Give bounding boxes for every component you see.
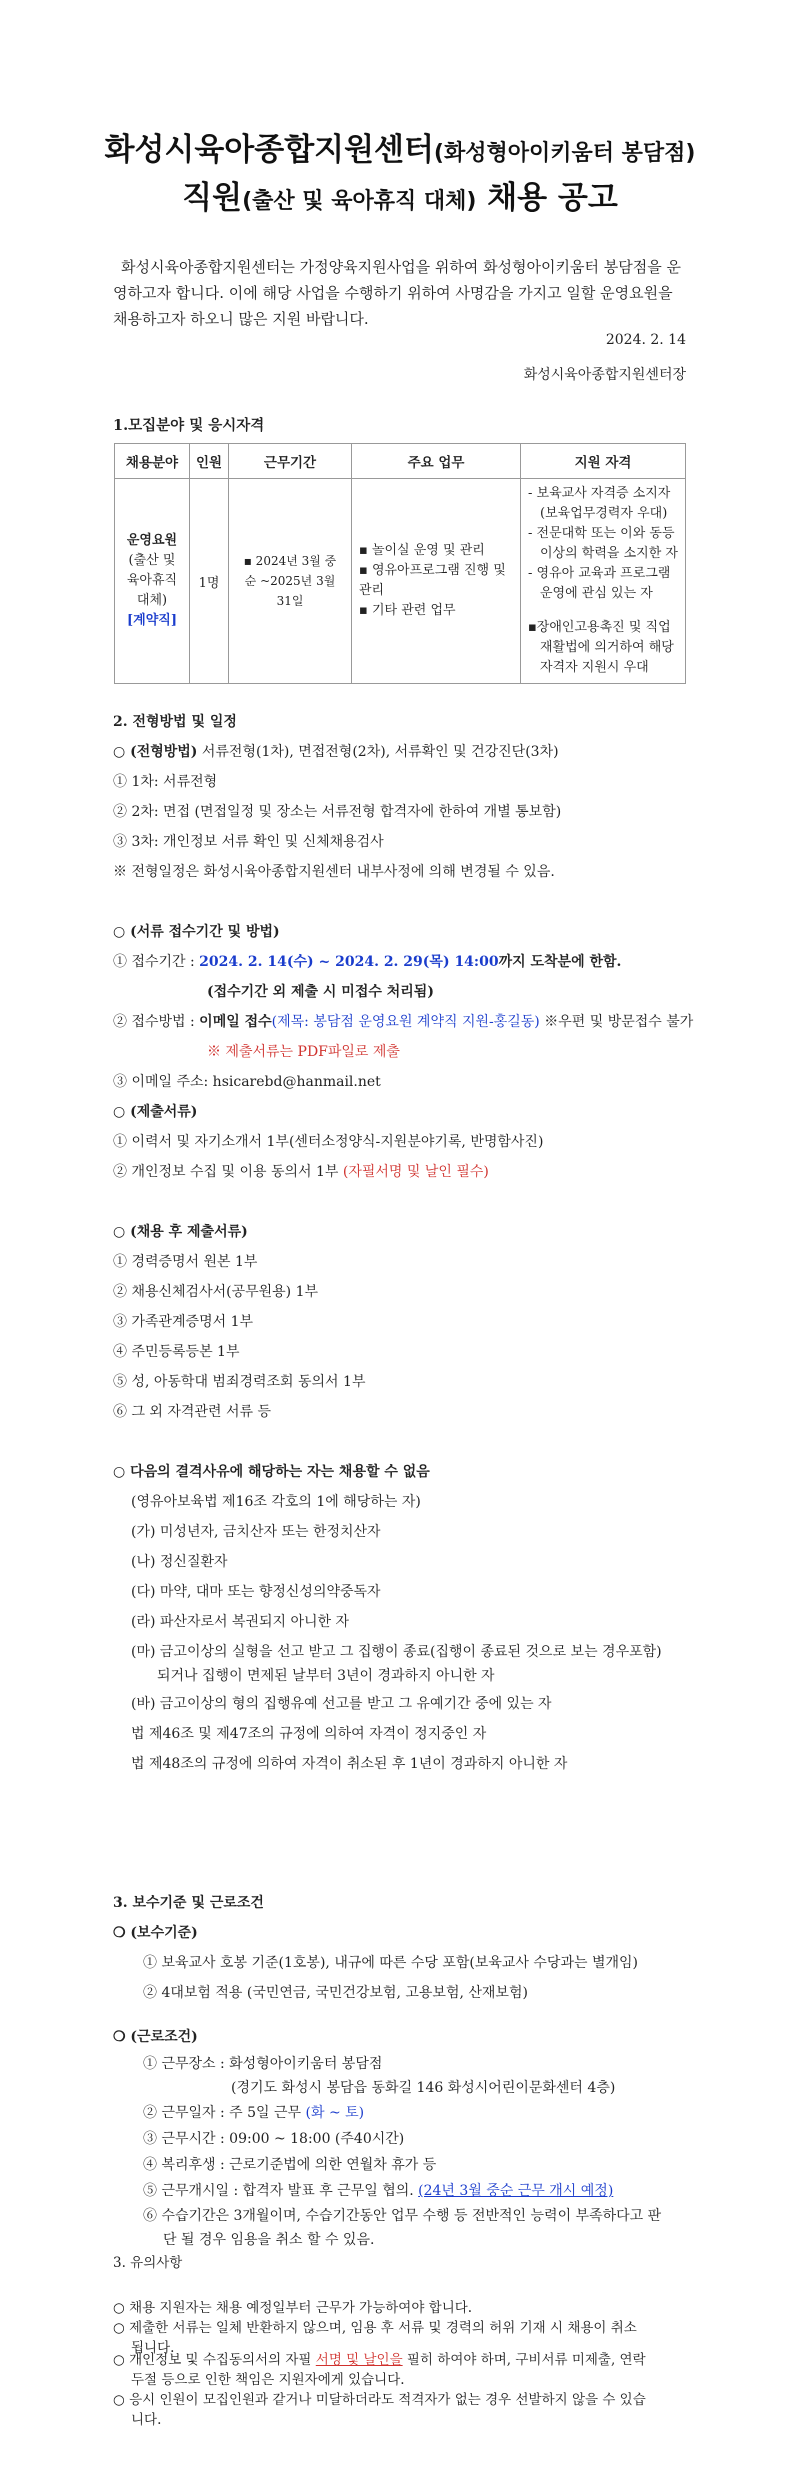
apply-method-line: ② 접수방법 : 이메일 접수(제목: 봉담점 운영요원 계약직 지원-홍길동) ※우편 및 방문접수 불가 [113,1014,694,1030]
after-doc-item: ④ 주민등록등본 1부 [113,1344,240,1360]
cond-item: ② 근무일자 : 주 5일 근무 (화 ~ 토) [143,2105,365,2121]
qual-line: - 영유아 교육과 프로그램 [528,566,671,581]
disq-item: (마) 금고이상의 실형을 선고 받고 그 집행이 종료(집행이 종료된 것으로 보는 경우포함) [131,1644,662,1660]
conditions-heading: ❍ (근로조건) [113,2029,198,2045]
cell-field [115,479,190,684]
qual-line: ▪장애인고용촉진 및 직업 [528,620,671,635]
disq-item: (영유아보육법 제16조 각호의 1에 해당하는 자) [131,1494,421,1510]
step-line: ③ 3차: 개인정보 서류 확인 및 신체채용검사 [113,834,384,850]
header-count: 인원 [190,444,229,479]
schedule-note: ※ 전형일정은 화성시육아종합지원센터 내부사정에 의해 변경될 수 있음. [113,864,555,880]
pay-item: ② 4대보험 적용 (국민연금, 국민건강보험, 고용보험, 산재보험) [143,1985,528,2001]
qual-line: (보육업무경력자 우대) [540,506,668,521]
cond-item: (경기도 화성시 봉담읍 동화길 146 화성시어린이문화센터 4층) [231,2080,616,2096]
notice-item: 두절 등으로 인한 책임은 지원자에게 있습니다. [131,2372,405,2388]
step-line: ② 2차: 면접 (면접일정 및 장소는 서류전형 합격자에 한하여 개별 통보함) [113,804,562,820]
pay-heading: ❍ (보수기준) [113,1925,198,1941]
disq-item: (다) 마약, 대마 또는 향정신성의약중독자 [131,1584,381,1600]
table-header-row [115,444,686,479]
qual-line: 이상의 학력을 소지한 자 [540,546,678,561]
cond-item: ⑥ 수습기간은 3개월이며, 수습기간동안 업무 수행 등 전반적인 능력이 부족하다고 판 [143,2208,662,2224]
role-tail: 채용 공고 [476,180,618,216]
pdf-note: ※ 제출서류는 PDF파일로 제출 [207,1044,400,1060]
after-doc-item: ① 경력증명서 원본 1부 [113,1254,258,1270]
apply-period-line: ① 접수기간 : 2024. 2. 14(수) ~ 2024. 2. 29(목) 14:00까지 도착분에 한함. [113,954,622,970]
qual-line: - 전문대학 또는 이와 동등 [528,526,675,541]
qual-line: 재활법에 의거하여 해당 [540,640,674,655]
notice-item: ○ 개인정보 및 수집동의서의 자필 서명 및 날인을 필히 하여야 하며, 구비서류 미제출, 연락 [113,2352,646,2368]
intro-paragraph: 화성시육아종합지원센터는 가정양육지원사업을 위하여 화성형아이키움터 봉담점을 운영하고자 합니다. 이에 해당 사업을 수행하기 위하여 사명감을 가지고 일할 운영요원을 채용하고자 하오니 많은 지원 바랍니다. [113,258,681,328]
cond-item: 단 될 경우 임용을 취소 할 수 있음. [163,2232,375,2248]
duty-item: ▪ 기타 관련 업무 [359,603,456,618]
contract-badge: [계약직] [127,613,177,628]
section-3-heading: 3. 보수기준 및 근로조건 [113,1895,264,1911]
apply-heading: ○ (서류 접수기간 및 방법) [113,924,280,940]
period-text: ▪ 2024년 3월 중순 ~2025년 3월 31일 [243,554,337,608]
cell-period [229,479,352,684]
disq-item: 법 제48조의 규정에 의하여 자격이 취소된 후 1년이 경과하지 아니한 자 [131,1756,568,1772]
recruitment-table [114,443,686,684]
qual-line: - 보육교사 자격증 소지자 [528,486,671,501]
qual-line: 자격자 지원시 우대 [540,660,649,675]
field-note-2: 육아휴직 [126,573,178,588]
section-4-cont [113,2350,693,2430]
issuer: 화성시육아종합지원센터장 [523,367,686,383]
notice-item: 됩니다. [131,2340,175,2356]
docs-heading: ○ (제출서류) [113,1104,198,1120]
section-3 [113,1888,693,2252]
cond-item: ⑤ 근무개시일 : 합격자 발표 후 근무일 협의. (24년 3월 중순 근무 개시 예정) [143,2183,614,2199]
disq-item: (가) 미성년자, 금치산자 또는 한정치산자 [131,1524,381,1540]
cond-item: ④ 복리후생 : 근로기준법에 의한 연월차 휴가 등 [143,2157,437,2173]
disq-item: 법 제46조 및 제47조의 규정에 의하여 자격이 정지중인 자 [131,1726,487,1742]
method-line: ○ (전형방법) 서류전형(1차), 면접전형(2차), 서류확인 및 건강진단(3차) [113,744,559,760]
notice-item: 니다. [131,2412,162,2428]
section-4-heading: 3. 유의사항 [113,2255,183,2271]
pay-item: ① 보육교사 호봉 기준(1호봉), 내규에 따른 수당 포함(보육교사 수당과는 별개임) [143,1955,638,1971]
cond-item: ① 근무장소 : 화성형아이키움터 봉담점 [143,2056,383,2072]
step-line: ① 1차: 서류전형 [113,774,218,790]
branch-name: (화성형아이키움터 봉담점) [433,141,696,166]
section-1-heading: 1.모집분야 및 응시자격 [113,417,265,434]
disq-item: 되거나 집행이 면제된 날부터 3년이 경과하지 아니한 자 [157,1668,495,1684]
center-name: 화성시육아종합지원센터 [104,132,434,168]
disq-item: (나) 정신질환자 [131,1554,228,1570]
duty-item: ▪ 영유아프로그램 진행 및 관리 [359,563,506,598]
cell-qualification [521,479,686,684]
section-2 [113,707,693,1779]
header-period: 근무기간 [229,444,352,479]
notice-subtitle [0,172,800,217]
field-note-1: (출산 및 [128,553,176,568]
header-qualification: 지원 자격 [521,444,686,479]
doc-item: ① 이력서 및 자기소개서 1부(센터소정양식-지원분야기록, 반명함사진) [113,1134,544,1150]
doc-item: ② 개인정보 수집 및 이용 동의서 1부 (자필서명 및 날인 필수) [113,1164,489,1180]
cell-duties [352,479,521,684]
after-doc-item: ⑥ 그 외 자격관련 서류 등 [113,1404,271,1420]
cond-item: ③ 근무시간 : 09:00 ~ 18:00 (주40시간) [143,2131,405,2147]
notice-date: 2024. 2. 14 [605,332,686,348]
disqualification-heading: ○ 다음의 결격사유에 해당하는 자는 채용할 수 없음 [113,1464,430,1480]
disq-item: (바) 금고이상의 형의 집행유예 선고를 받고 그 유예기간 중에 있는 자 [131,1696,552,1712]
section-4 [113,2248,693,2358]
after-doc-item: ⑤ 성, 아동학대 범죄경력조회 동의서 1부 [113,1374,366,1390]
table-row [115,479,686,684]
email-line: ③ 이메일 주소: hsicarebd@hanmail.net [113,1074,381,1090]
notice-item: ○ 채용 지원자는 채용 예정일부터 근무가 가능하여야 합니다. [113,2300,473,2316]
qual-line: 운영에 관심 있는 자 [540,586,653,601]
role-note: (출산 및 육아휴직 대체) [242,189,477,214]
section-2-heading: 2. 전형방법 및 일정 [113,714,237,730]
notice-item: ○ 응시 인원이 모집인원과 같거나 미달하더라도 적격자가 없는 경우 선발하지 않을 수 있습 [113,2392,646,2408]
notice-title [0,124,800,169]
notice-item: ○ 제출한 서류는 일체 반환하지 않으며, 임용 후 서류 및 경력의 허위 기재 시 채용이 취소 [113,2320,637,2336]
apply-period-note: (접수기간 외 제출 시 미접수 처리됨) [207,984,434,1000]
after-doc-item: ② 채용신체검사서(공무원용) 1부 [113,1284,319,1300]
role-label: 직원 [182,180,243,216]
after-doc-item: ③ 가족관계증명서 1부 [113,1314,253,1330]
header-field: 채용분야 [115,444,190,479]
header-duties: 주요 업무 [352,444,521,479]
cell-count: 1명 [190,479,229,684]
duty-item: ▪ 놀이실 운영 및 관리 [359,543,485,558]
after-docs-heading: ○ (채용 후 제출서류) [113,1224,248,1240]
disq-item: (라) 파산자로서 복권되지 아니한 자 [131,1614,350,1630]
field-name: 운영요원 [126,533,178,548]
field-note-3: 대체) [136,593,168,608]
